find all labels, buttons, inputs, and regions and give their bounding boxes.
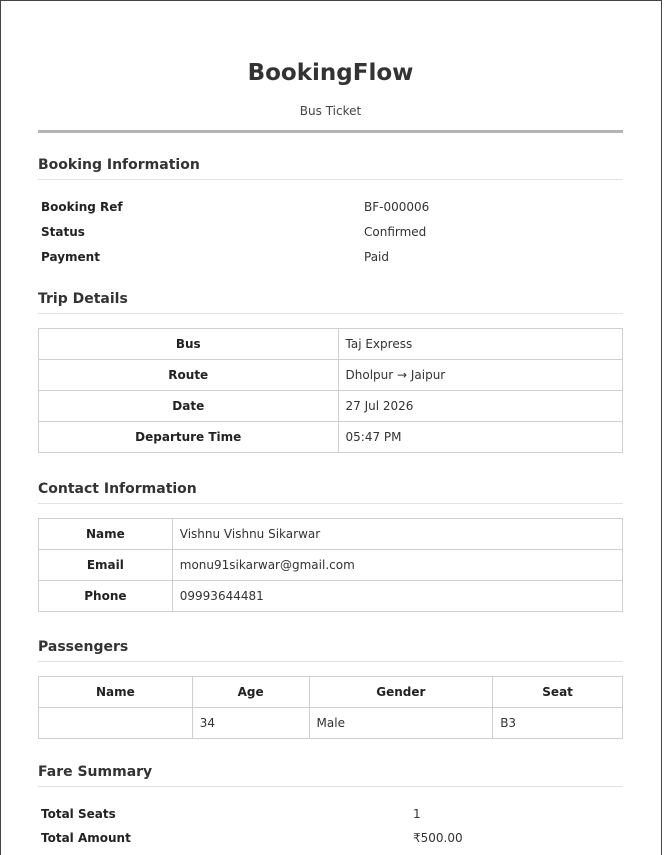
brand-title: BookingFlow (247, 60, 414, 86)
section-booking-information: Booking Information (38, 157, 623, 180)
col-header-seat: Seat (493, 677, 623, 708)
booking-ref-label: Booking Ref (41, 200, 123, 214)
table-row (39, 519, 623, 550)
section-contact-information: Contact Information (38, 481, 623, 504)
status-row (38, 225, 623, 250)
departure-time-value: 05:47 PM (338, 422, 623, 453)
contact-phone-label: Phone (39, 581, 173, 612)
table-row (39, 550, 623, 581)
section-trip-details: Trip Details (38, 291, 623, 314)
total-amount-row (38, 831, 623, 855)
total-seats-label: Total Seats (41, 807, 116, 821)
section-passengers: Passengers (38, 639, 623, 662)
contact-email-value: monu91sikarwar@gmail.com (172, 550, 622, 581)
fare-summary-list (38, 807, 623, 855)
contact-email-label: Email (39, 550, 173, 581)
header-divider (38, 130, 623, 133)
booking-ref-row (38, 200, 623, 225)
bus-label: Bus (39, 329, 339, 360)
date-value: 27 Jul 2026 (338, 391, 623, 422)
payment-label: Payment (41, 250, 100, 264)
table-row (39, 581, 623, 612)
payment-value: Paid (364, 250, 390, 264)
route-value: Dholpur → Jaipur (338, 360, 623, 391)
booking-ref-value: BF-000006 (364, 200, 430, 214)
table-row (39, 391, 623, 422)
payment-row (38, 250, 623, 275)
status-label: Status (41, 225, 85, 239)
date-label: Date (39, 391, 339, 422)
contact-name-label: Name (39, 519, 173, 550)
ticket-subtitle: Bus Ticket (299, 104, 362, 118)
table-row (39, 422, 623, 453)
total-seats-value: 1 (413, 807, 421, 821)
col-header-name: Name (39, 677, 193, 708)
contact-name-value: Vishnu Vishnu Sikarwar (172, 519, 622, 550)
passengers-table (38, 676, 623, 739)
total-amount-value: ₹500.00 (413, 831, 463, 845)
col-header-gender: Gender (309, 677, 493, 708)
table-row (39, 329, 623, 360)
booking-info-list (38, 200, 623, 275)
section-fare-summary: Fare Summary (38, 764, 623, 787)
col-header-age: Age (192, 677, 309, 708)
table-header-row (39, 677, 623, 708)
trip-details-table (38, 328, 623, 453)
passenger-gender: Male (309, 708, 493, 739)
status-value: Confirmed (364, 225, 427, 239)
table-row (39, 708, 623, 739)
table-row (39, 360, 623, 391)
departure-time-label: Departure Time (39, 422, 339, 453)
contact-table (38, 518, 623, 612)
total-amount-label: Total Amount (41, 831, 131, 845)
passenger-seat: B3 (493, 708, 623, 739)
bus-value: Taj Express (338, 329, 623, 360)
contact-phone-value: 09993644481 (172, 581, 622, 612)
passenger-age: 34 (192, 708, 309, 739)
total-seats-row (38, 807, 623, 831)
route-label: Route (39, 360, 339, 391)
passenger-name (39, 708, 193, 739)
